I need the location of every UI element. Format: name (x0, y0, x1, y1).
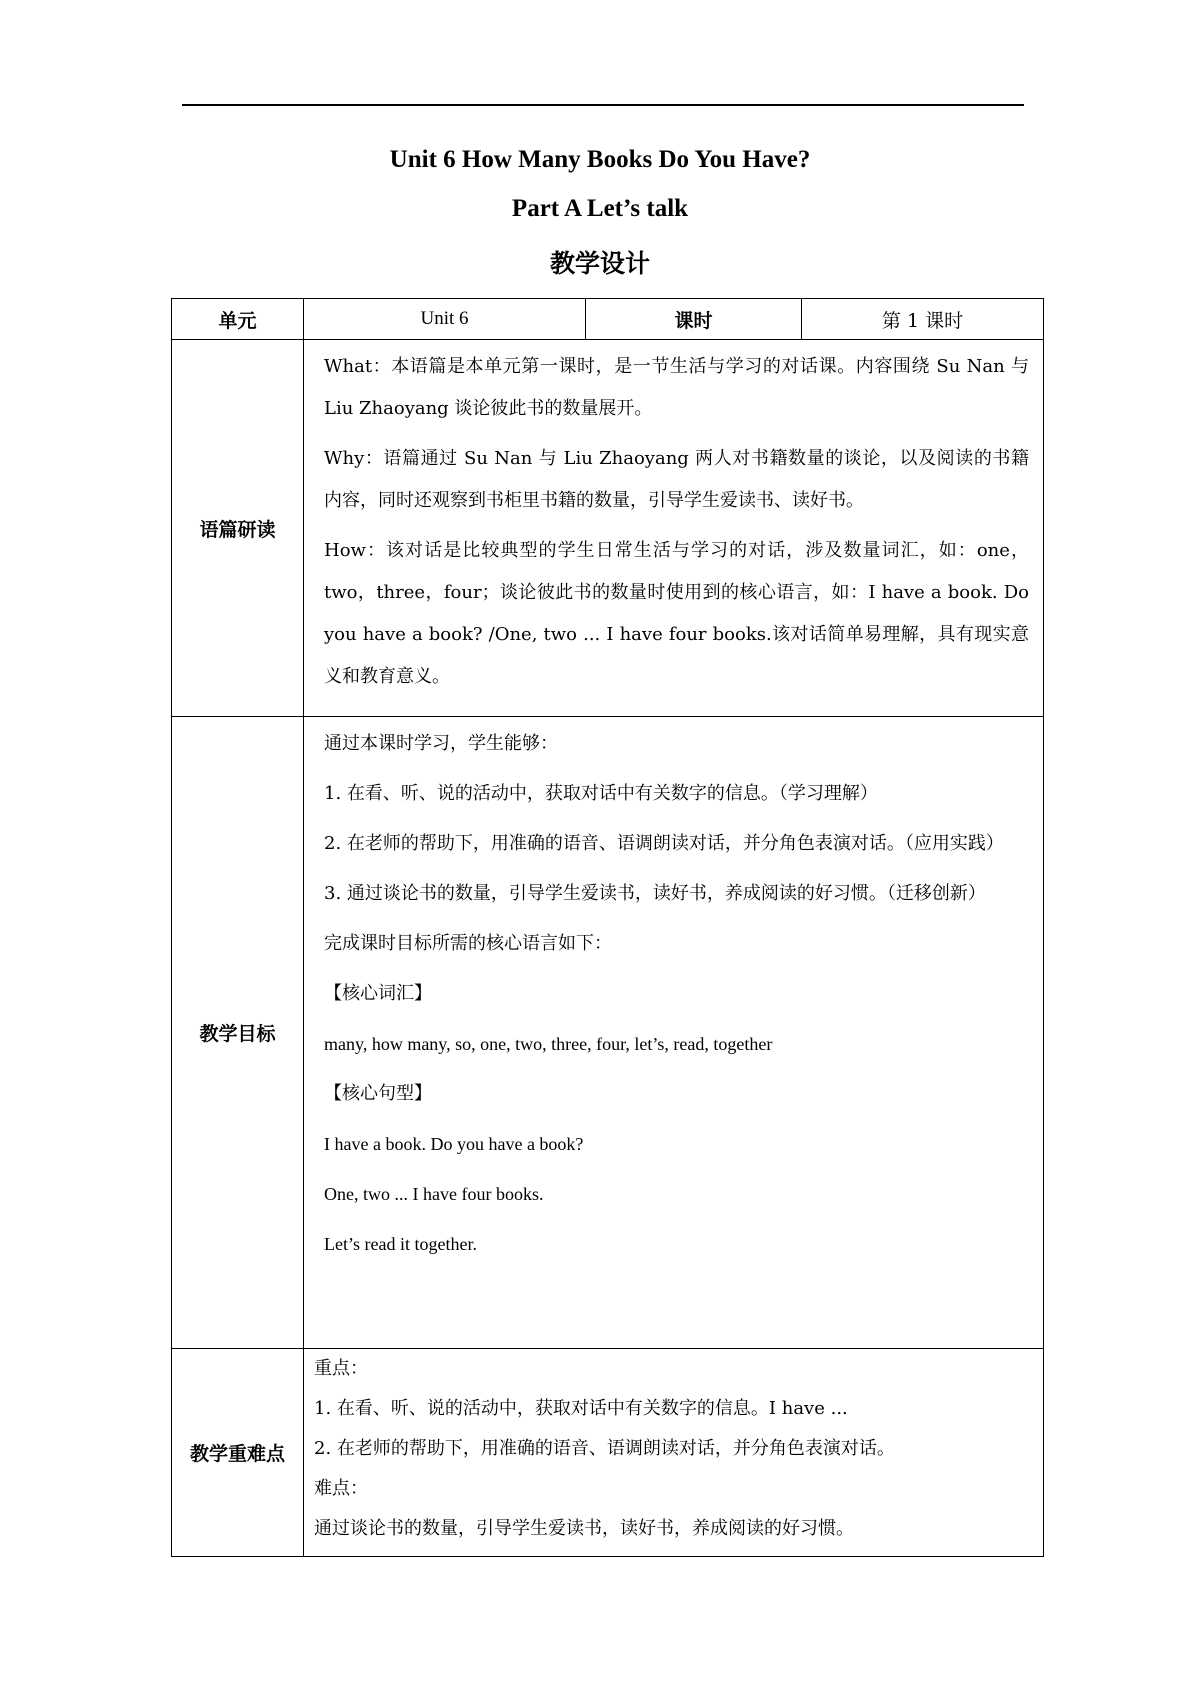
document-subtitle: Part A Let’s talk (511, 195, 689, 222)
header-rule (182, 104, 1024, 106)
objective-item-3: 3. 通过谈论书的数量，引导学生爱读书，读好书，养成阅读的好习惯。（迁移创新） (324, 883, 986, 904)
table-row-objectives (172, 717, 1044, 1349)
document-title: Unit 6 How Many Books Do You Have? (389, 146, 811, 173)
text-study-why: Why：语篇通过 Su Nan 与 Liu Zhaoyang 两人对书籍数量的谈论，以及阅读的书籍内容，同时还观察到书柜里书籍的数量，引导学生爱读书、读好书。 (324, 448, 1029, 511)
text-study-what: What：本语篇是本单元第一课时，是一节生活与学习的对话课。内容围绕 Su Nan 与 Liu Zhaoyang 谈论彼此书的数量展开。 (324, 356, 1029, 419)
objectives-label: 教学目标 (172, 717, 304, 1349)
core-sentence-3: Let’s read it together. (324, 1234, 477, 1254)
core-sentence-2: One, two ... I have four books. (324, 1184, 544, 1204)
period-label: 课时 (586, 299, 802, 340)
text-study-how: How：该对话是比较典型的学生日常生活与学习的对话，涉及数量词汇，如：one，two，three，four；谈论彼此书的数量时使用到的核心语言，如：I have a book. Do you have a book? /One, two ... I have four books.该对话简单易理解，具有现实意义和教育意义。 (324, 540, 1029, 687)
lesson-plan-table (171, 298, 1044, 1557)
key-points-content (304, 1349, 1044, 1557)
core-vocab-list: many, how many, so, one, two, three, four, let’s, read, together (324, 1034, 773, 1054)
text-study-content (304, 340, 1044, 717)
core-language-intro: 完成课时目标所需的核心语言如下： (324, 933, 612, 954)
objective-item-2: 2. 在老师的帮助下，用准确的语音、语调朗读对话，并分角色表演对话。（应用实践） (324, 833, 1004, 854)
key-point-1: 1. 在看、听、说的活动中，获取对话中有关数字的信息。I have ... (314, 1398, 848, 1419)
unit-value: Unit 6 (304, 299, 586, 340)
unit-label: 单元 (172, 299, 304, 340)
difficult-heading: 难点： (314, 1478, 368, 1499)
objective-item-1: 1. 在看、听、说的活动中，获取对话中有关数字的信息。（学习理解） (324, 783, 878, 804)
table-row-unit (172, 299, 1044, 340)
period-value: 第 1 课时 (802, 299, 1044, 340)
difficult-point-1: 通过谈论书的数量，引导学生爱读书，读好书，养成阅读的好习惯。 (314, 1518, 854, 1539)
core-sentence-heading: 【核心句型】 (324, 1083, 432, 1104)
document-heading: 教学设计 (549, 249, 650, 278)
core-vocab-heading: 【核心词汇】 (324, 983, 432, 1004)
key-point-2: 2. 在老师的帮助下，用准确的语音、语调朗读对话，并分角色表演对话。 (314, 1438, 895, 1459)
table-row-key-points (172, 1349, 1044, 1557)
objectives-intro: 通过本课时学习，学生能够： (324, 733, 558, 754)
key-points-label: 教学重难点 (172, 1349, 304, 1557)
objectives-content (304, 717, 1044, 1349)
key-heading: 重点： (314, 1358, 368, 1379)
text-study-label: 语篇研读 (172, 340, 304, 717)
table-row-text-study (172, 340, 1044, 717)
core-sentence-1: I have a book. Do you have a book? (324, 1134, 584, 1154)
